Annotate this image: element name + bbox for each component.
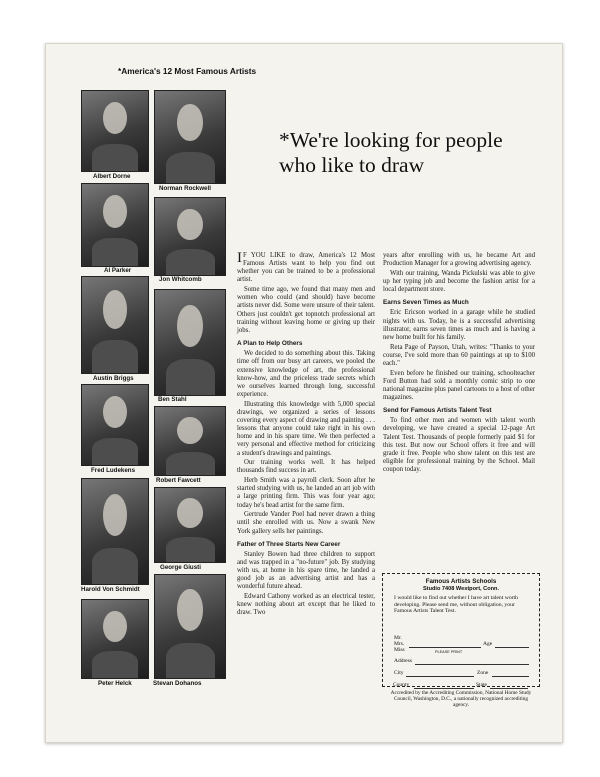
article-paragraph: Gertrude Vander Poel had never drawn a thing until she enrolled with us. Now a swank New York gallery sells her paintings. — [237, 511, 375, 535]
article-paragraph: years after enrolling with us, he became Art and Production Manager for a growing advertising agency. — [383, 252, 535, 268]
artist-photo-austin-briggs — [81, 276, 149, 374]
coupon-label-miss: Miss — [394, 647, 405, 653]
artist-caption: George Giusti — [160, 564, 201, 571]
coupon-label-county: County — [393, 682, 410, 688]
artist-photo-fred-ludekens — [81, 384, 149, 466]
article-paragraph: Even before he finished our training, schoolteacher Ford Button had sold a monthly comic strip to one national magazine plus panel cartoons to a host of other magazines. — [383, 369, 535, 401]
artist-caption: Norman Rockwell — [159, 185, 211, 192]
state-field[interactable] — [490, 688, 528, 689]
artist-photo-peter-helck — [81, 599, 149, 679]
artist-caption: Robert Fawcett — [156, 477, 201, 484]
print-hint: PLEASE PRINT — [435, 650, 463, 654]
drop-cap: I — [237, 250, 242, 266]
coupon-studio: Studio 7408 Westport, Conn. — [422, 586, 500, 592]
magazine-page — [45, 43, 563, 743]
article-paragraph: Our training works well. It has helped thousands find success in art. — [237, 459, 375, 475]
article-paragraph: Illustrating this knowledge with 5,000 special drawings, we organized a series of lessons covering every aspect of drawing and painting . . . lessons that anyone could take right in his own home and in his spare time. We then perfected a very personal and effective method for criticizing a student's drawings and paintings. — [237, 400, 375, 457]
artist-photo-norman-rockwell — [154, 90, 226, 184]
article-paragraph: F YOU LIKE to draw, America's 12 Most Famous Artists want to help you find out whether you can be trained to be a professional artist. — [237, 252, 375, 284]
artist-caption: Fred Ludekens — [91, 467, 136, 474]
age-field[interactable] — [495, 647, 529, 648]
artist-caption: Albert Dorne — [93, 173, 131, 180]
artist-photo-george-giusti — [154, 487, 226, 563]
artist-photo-robert-fawcett — [154, 406, 226, 476]
section-heading: Send for Famous Artists Talent Test — [383, 407, 492, 415]
coupon-footer — [382, 682, 538, 715]
artist-photo-harold-von-schmidt — [81, 478, 149, 585]
mail-coupon[interactable] — [382, 573, 540, 687]
artist-caption: Jon Whitcomb — [159, 276, 202, 283]
artist-photo-ben-stahl — [154, 289, 226, 396]
article-paragraph: Herb Smith was a payroll clerk. Soon after he started studying with us, he landed an art job with a large printing firm. This was four year ago; today he's head artist for the same firm. — [237, 477, 375, 509]
address-field[interactable] — [415, 664, 529, 665]
artist-caption: Peter Helck — [98, 680, 132, 687]
article-paragraph: Some time ago, we found that many men and women who could (and should) have become artists never did. Some were unsure of their talent. Others just couldn't get topnotch professional art training without leaving home or giving up their jobs. — [237, 286, 375, 334]
artist-photo-albert-dorne — [81, 90, 149, 172]
coupon-body: I would like to find out whether I have art talent worth developing. Please send me, without obligation, your Famous Artists Talent Test. — [394, 595, 518, 615]
section-heading: Earns Seven Times as Much — [383, 299, 469, 307]
artist-photo-al-parker — [81, 183, 149, 267]
coupon-label-zone: Zone — [477, 670, 489, 676]
coupon-label-address: Address — [394, 658, 413, 664]
artist-photo-jon-whitcomb — [154, 197, 226, 276]
article-column-1 — [237, 252, 375, 619]
county-field[interactable] — [414, 688, 474, 689]
series-title: *America's 12 Most Famous Artists — [118, 66, 257, 76]
coupon-label-state: State — [476, 682, 487, 688]
article-column-2 — [383, 252, 535, 476]
coupon-title: Famous Artists Schools — [425, 578, 497, 585]
coupon-label-age: Age — [483, 641, 493, 647]
artist-caption: Al Parker — [104, 267, 132, 274]
city-field[interactable] — [406, 676, 474, 677]
article-paragraph: With our training, Wanda Pickulski was able to give up her typing job and become the fashion artist for a local department store. — [383, 269, 535, 294]
artist-caption: Austin Briggs — [93, 375, 134, 382]
artist-caption: Ben Stahl — [158, 396, 187, 403]
artist-photo-stevan-dohanos — [154, 574, 226, 679]
article-paragraph: We decided to do something about this. Taking time off from our busy art careers, we pooled the extensive knowledge of art, the professional know-how, and the priceless trade secrets which we ourselves learned through long, successful experience. — [237, 350, 375, 398]
zone-field[interactable] — [492, 676, 529, 677]
artist-caption: Harold Von Schmidt — [81, 586, 140, 593]
article-paragraph: Stanley Bowen had three children to support and was trapped in a "no-future" job. By studying with us, at home in his spare time, he landed a good job as an advertising artist and has a wonderful future ahead. — [237, 550, 375, 591]
article-paragraph: Edward Cathony worked as an electrical tester, knew nothing about art except that he liked to draw. Two — [237, 593, 375, 617]
article-paragraph: To find other men and women with talent worth developing, we have created a special 12-page Art Talent Test. Thousands of people formerly paid $1 for this test. But now our School offers it free and will grade it free. People who show talent on this test are eligible for professional training by the School. Mail coupon today. — [383, 417, 535, 474]
article-paragraph: Eric Ericson worked in a garage while he studied nights with us. Today, he is a successful advertising illustrator, earns seven times as much and is having a new home built for his family. — [383, 309, 535, 341]
article-paragraph: Reta Page of Payson, Utah, writes: "Thanks to your course, I've sold more than 60 paintings at up to $100 each." — [383, 343, 535, 367]
section-heading: A Plan to Help Others — [237, 340, 303, 348]
accreditation-note: Accredited by the Accrediting Commission, National Home Study Council, Washington, D.C., a nationally recognized accrediting agency. — [390, 690, 532, 708]
name-field[interactable] — [409, 647, 481, 648]
section-heading: Father of Three Starts New Career — [237, 540, 341, 548]
coupon-label-city: City — [394, 670, 404, 676]
artist-caption: Stevan Dohanos — [153, 680, 202, 687]
coupon-label-mrs: Mrs. — [394, 641, 405, 647]
coupon-label-mr: Mr. — [394, 635, 402, 641]
headline: *We're looking for people who like to draw — [279, 128, 503, 177]
